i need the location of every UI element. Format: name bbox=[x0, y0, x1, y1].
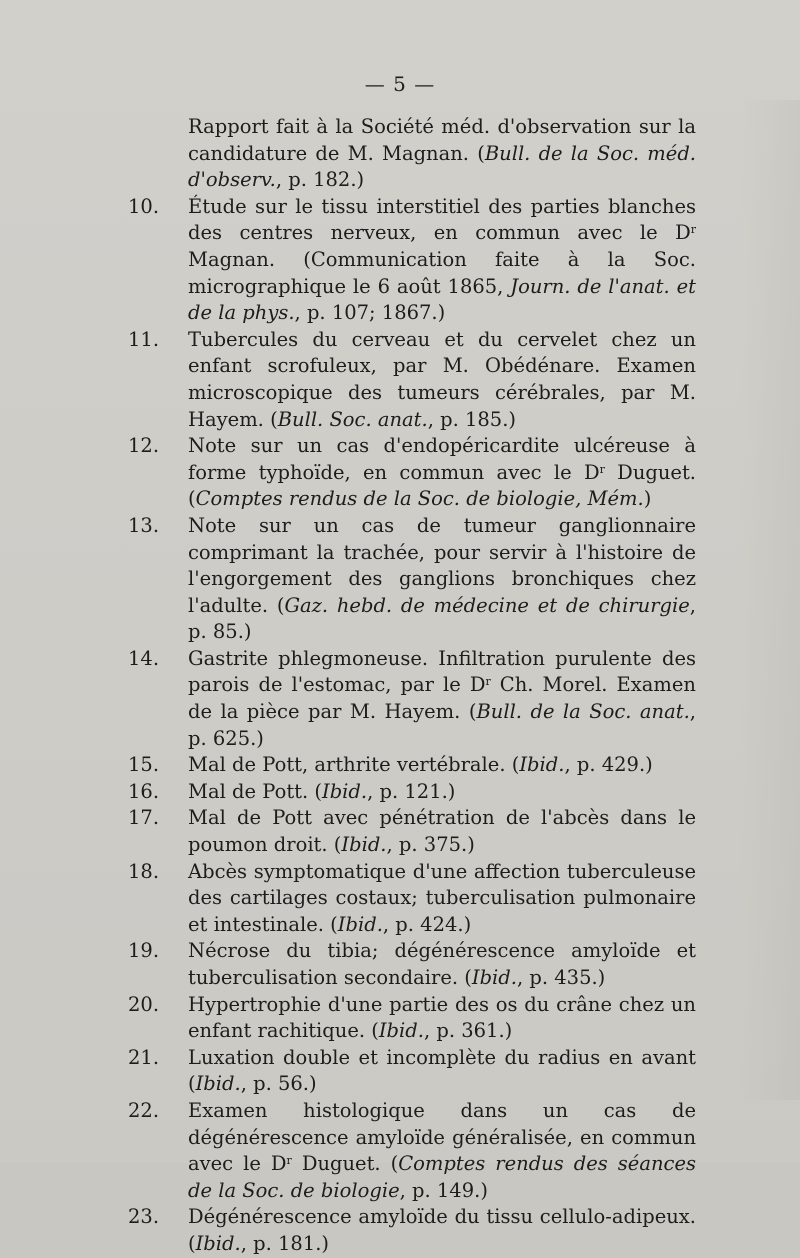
entry-text-segment: Ch. Morel. Examen de la pièce par M. Hayem. ( bbox=[188, 673, 696, 724]
bibliography-entry bbox=[128, 1098, 696, 1204]
bibliography-entry bbox=[128, 1204, 696, 1257]
entry-text bbox=[188, 779, 696, 806]
citation-title: Bull. Soc. anat. bbox=[277, 407, 428, 431]
entry-text-segment: Étude sur le tissu interstitiel des parties blanches des centres nerveux, en commun avec le D bbox=[188, 194, 696, 245]
entry-text bbox=[188, 194, 696, 327]
bibliography-entry bbox=[128, 114, 696, 194]
citation-title: Gaz. hebd. de médecine et de chirurgie bbox=[284, 593, 690, 617]
entry-text-segment: Note sur un cas d'endopéricardite ulcéreuse à forme typhoïde, en commun avec le D bbox=[188, 434, 696, 484]
entry-number: 17. bbox=[128, 806, 160, 830]
citation-title: Journ. de l'anat. et de la phys. bbox=[188, 274, 696, 325]
superscript: r bbox=[690, 223, 696, 237]
superscript: r bbox=[286, 1154, 292, 1168]
entry-text bbox=[188, 433, 696, 513]
bibliography-entry bbox=[128, 646, 696, 752]
entry-number: 13. bbox=[128, 513, 160, 537]
entry-text-segment: , p. 121.) bbox=[367, 779, 456, 803]
entry-text bbox=[188, 327, 696, 433]
citation-title: Comptes rendus de la Soc. de biologie, Mém. bbox=[195, 487, 644, 511]
entry-text-segment: , p. 149.) bbox=[399, 1178, 488, 1202]
citation-title: Ibid. bbox=[471, 966, 517, 989]
entry-number: 11. bbox=[128, 327, 160, 351]
entry-text-segment: Hypertrophie d'une partie des os du crâne chez un enfant rachitique. ( bbox=[188, 992, 696, 1043]
citation-title: Ibid. bbox=[337, 912, 383, 936]
citation-title: Comptes rendus des séances de la Soc. de biologie bbox=[188, 1152, 696, 1202]
citation-title: Bull. de la Soc. méd. d'observ. bbox=[188, 141, 696, 192]
entry-text-segment: Examen histologique dans un cas de dégénérescence amyloïde généralisée, en commun avec le D bbox=[188, 1098, 696, 1176]
entry-text-segment: Duguet. ( bbox=[291, 1152, 399, 1176]
entry-number: 15. bbox=[128, 753, 160, 777]
entry-text-segment: Dégénérescence amyloïde du tissu cellulo-adipeux. ( bbox=[188, 1205, 696, 1255]
entry-text-segment: , p. 435.) bbox=[516, 966, 606, 989]
entry-text-segment: Gastrite phlegmoneuse. Infiltration purulente des parois de l'estomac, par le D bbox=[188, 646, 696, 697]
superscript: r bbox=[485, 675, 491, 689]
citation-title: Ibid. bbox=[519, 753, 565, 777]
entry-text-segment: Mal de Pott avec pénétration de l'abcès dans le poumon droit. ( bbox=[188, 806, 696, 857]
bibliography-entry bbox=[128, 992, 696, 1045]
citation-title: Ibid. bbox=[195, 1231, 241, 1255]
entry-text-segment: , p. 85.) bbox=[188, 593, 696, 644]
entry-text bbox=[188, 992, 696, 1045]
entry-text bbox=[188, 1204, 696, 1257]
page-number: — 5 — bbox=[364, 72, 436, 96]
entry-number: 16. bbox=[128, 779, 160, 803]
entry-text-segment: , p. 182.) bbox=[275, 168, 365, 192]
entry-text bbox=[188, 805, 696, 858]
citation-title: Ibid. bbox=[378, 1019, 424, 1043]
entry-number: 12. bbox=[128, 434, 160, 458]
entry-text-segment: , p. 361.) bbox=[423, 1019, 513, 1043]
entry-text-segment: Mal de Pott, arthrite vertébrale. ( bbox=[188, 753, 520, 777]
bibliography-entry bbox=[128, 513, 696, 646]
entry-text bbox=[188, 513, 696, 646]
entry-text-segment: Rapport fait à la Société méd. d'observation sur la candidature de M. Magnan. ( bbox=[188, 115, 696, 165]
bibliography-entry bbox=[128, 805, 696, 858]
entry-text-segment: Duguet. ( bbox=[188, 460, 696, 511]
bibliography-entry bbox=[128, 327, 696, 433]
entry-text-segment: Nécrose du tibia; dégénérescence amyloïde et tuberculisation secondaire. ( bbox=[188, 939, 696, 989]
entry-text-segment: Tubercules du cerveau et du cervelet chez un enfant scrofuleux, par M. Obédénare. Examen microscopique des tumeurs cérébrales, par M. Hayem. ( bbox=[188, 327, 696, 431]
bibliography-list bbox=[128, 114, 696, 1258]
entry-text bbox=[188, 938, 696, 991]
entry-text-segment: , p. 429.) bbox=[564, 753, 653, 777]
citation-title: Ibid. bbox=[322, 779, 368, 803]
entry-text-segment: Mal de Pott. ( bbox=[188, 779, 322, 803]
bibliography-entry bbox=[128, 859, 696, 939]
citation-title: Ibid. bbox=[341, 833, 387, 857]
entry-text-segment: Note sur un cas de tumeur ganglionnaire comprimant la trachée, pour servir à l'histoire de l'engorgement des ganglions bronchiques chez l'adulte. ( bbox=[188, 513, 696, 617]
entry-text-segment: , p. 56.) bbox=[240, 1072, 317, 1096]
entry-number: 18. bbox=[128, 859, 160, 883]
entry-text-segment: , p. 185.) bbox=[427, 407, 517, 431]
entry-number: 19. bbox=[128, 939, 160, 963]
entry-text bbox=[188, 1098, 696, 1204]
bibliography-entry bbox=[128, 938, 696, 991]
entry-text-segment: , p. 424.) bbox=[382, 912, 472, 936]
bibliography-entry bbox=[128, 194, 696, 327]
bibliography-entry bbox=[128, 433, 696, 513]
entry-text bbox=[188, 859, 696, 939]
citation-title: Bull. de la Soc. anat. bbox=[476, 700, 690, 724]
bibliography-entry bbox=[128, 1045, 696, 1098]
entry-number: 10. bbox=[128, 194, 160, 218]
entry-text bbox=[188, 752, 696, 779]
bibliography-entry bbox=[128, 779, 696, 806]
entry-text-segment: , p. 181.) bbox=[240, 1231, 330, 1255]
entry-text-segment: , p. 625.) bbox=[188, 700, 696, 750]
entry-number: 20. bbox=[128, 992, 160, 1016]
entry-text-segment: Abcès symptomatique d'une affection tuberculeuse des cartilages costaux; tuberculisation pulmonaire et intestinale. ( bbox=[188, 859, 696, 936]
entry-text-segment: ) bbox=[643, 487, 652, 511]
entry-text bbox=[188, 114, 696, 194]
superscript: r bbox=[599, 462, 605, 476]
entry-text-segment: Magnan. (Communication faite à la Soc. micrographique le 6 août 1865, bbox=[188, 247, 696, 298]
entry-number: 21. bbox=[128, 1045, 160, 1069]
entry-text-segment: , p. 375.) bbox=[386, 833, 475, 857]
entry-text-segment: , p. 107; 1867.) bbox=[294, 301, 446, 325]
bibliography-entry bbox=[128, 752, 696, 779]
page-shading bbox=[740, 100, 800, 1100]
entry-number: 23. bbox=[128, 1205, 160, 1229]
entry-text bbox=[188, 646, 696, 752]
entry-text bbox=[188, 1045, 696, 1098]
entry-number: 14. bbox=[128, 646, 160, 670]
citation-title: Ibid. bbox=[195, 1072, 241, 1096]
entry-text-segment: Luxation double et incomplète du radius en avant ( bbox=[188, 1045, 696, 1096]
entry-number: 22. bbox=[128, 1098, 160, 1122]
